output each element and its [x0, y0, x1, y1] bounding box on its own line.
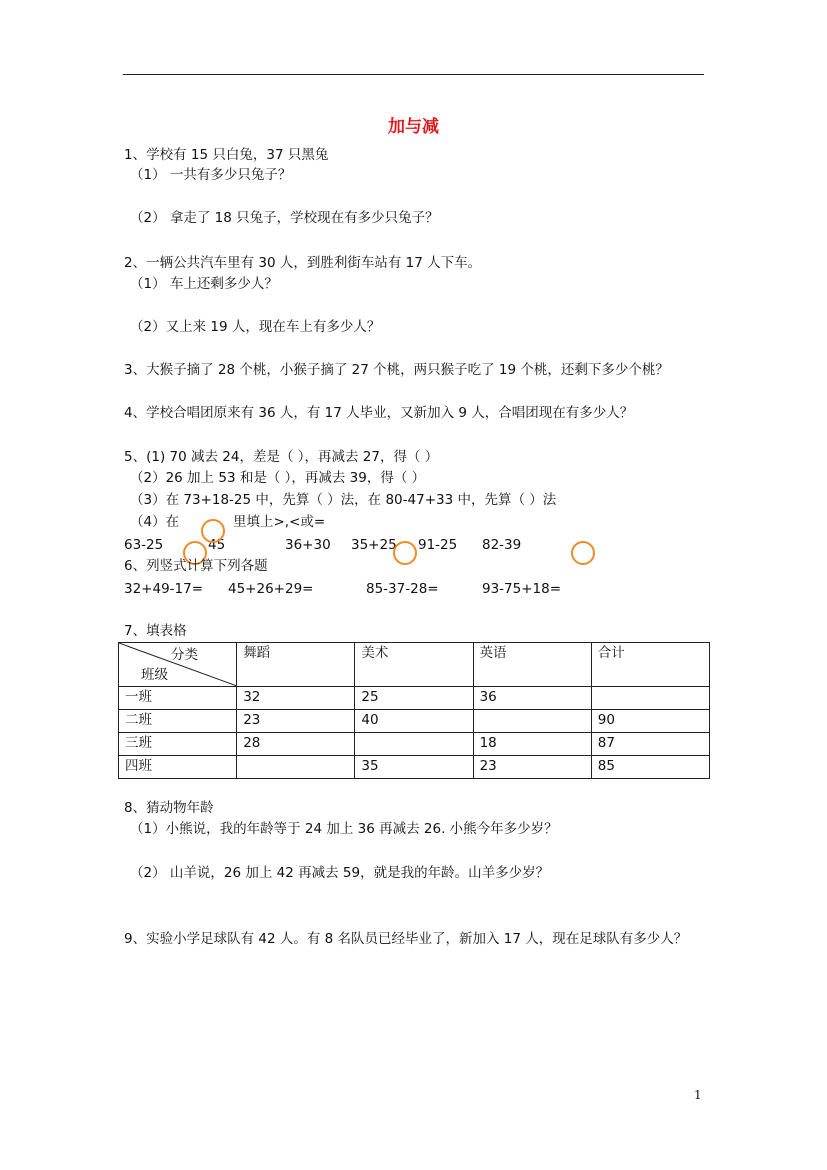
- score-table: [118, 642, 710, 779]
- table-cell: [591, 687, 709, 710]
- corner-bottom-label: 班级: [141, 667, 168, 683]
- q6-expression: 85-37-28=: [366, 581, 439, 597]
- q1-stem: 1、学校有 15 只白兔，37 只黑兔: [124, 147, 329, 163]
- q4-text: 4、学校合唱团原来有 36 人，有 17 人毕业，又新加入 9 人，合唱团现在有多少人？: [124, 405, 634, 421]
- q5-part1: 5、(1) 70 减去 24，差是（ ），再减去 27，得（ ）: [124, 449, 439, 465]
- q6-expression: 32+49-17=: [124, 581, 204, 597]
- comparison-item: 63-25: [124, 537, 164, 553]
- table-cell: 18: [473, 733, 591, 756]
- table-cell: 35: [355, 756, 473, 779]
- row-label: 二班: [119, 710, 237, 733]
- table-corner-cell: [119, 643, 237, 687]
- table-cell: 28: [237, 733, 355, 756]
- comparison-item: 91-25: [418, 537, 458, 553]
- row-label: 一班: [119, 687, 237, 710]
- page-number: 1: [694, 1088, 702, 1102]
- header-rule: [123, 74, 704, 75]
- q5-part3: （3）在 73+18-25 中，先算（ ）法，在 80-47+33 中，先算（ ）法: [130, 492, 557, 508]
- q6-stem: 6、列竖式计算下列各题: [124, 558, 268, 574]
- table-cell: [355, 733, 473, 756]
- row-label: 三班: [119, 733, 237, 756]
- q2-part1: （1） 车上还剩多少人？: [130, 276, 278, 292]
- table-row: [119, 710, 710, 733]
- row-label: 四班: [119, 756, 237, 779]
- q9-text: 9、实验小学足球队有 42 人。有 8 名队员已经毕业了，新加入 17 人，现在足球队有多少人？: [124, 931, 688, 947]
- q1-part2: （2） 拿走了 18 只兔子，学校现在有多少只兔子？: [130, 210, 439, 226]
- table-header: 合计: [591, 643, 709, 687]
- q5-part4-prefix: （4）在: [130, 514, 180, 530]
- table-header: 舞蹈: [237, 643, 355, 687]
- table-cell: 40: [355, 710, 473, 733]
- table-cell: 36: [473, 687, 591, 710]
- q8-part1: （1）小熊说，我的年龄等于 24 加上 36 再减去 26. 小熊今年多少岁？: [130, 821, 558, 837]
- table-row: [119, 756, 710, 779]
- q8-part2: （2） 山羊说，26 加上 42 再减去 59，就是我的年龄。山羊多少岁？: [130, 865, 550, 881]
- q5-part2: （2）26 加上 53 和是（ ），再减去 39，得（ ）: [130, 470, 426, 486]
- q8-stem: 8、猜动物年龄: [124, 800, 214, 816]
- q2-stem: 2、一辆公共汽车里有 30 人，到胜利街车站有 17 人下车。: [124, 255, 482, 271]
- table-cell: 90: [591, 710, 709, 733]
- q3-text: 3、大猴子摘了 28 个桃，小猴子摘了 27 个桃，两只猴子吃了 19 个桃，还剩下多少个桃？: [124, 362, 669, 378]
- table-header: 英语: [473, 643, 591, 687]
- table-row: [119, 687, 710, 710]
- table-cell: 85: [591, 756, 709, 779]
- table-cell: 23: [473, 756, 591, 779]
- table-cell: 25: [355, 687, 473, 710]
- table-header: 美术: [355, 643, 473, 687]
- q1-part1: （1） 一共有多少只兔子？: [130, 167, 292, 183]
- table-cell: 87: [591, 733, 709, 756]
- comparison-item: 36+30: [285, 537, 331, 553]
- table-cell: [237, 756, 355, 779]
- table-cell: 23: [237, 710, 355, 733]
- corner-top-label: 分类: [171, 647, 198, 663]
- q6-expression: 93-75+18=: [482, 581, 562, 597]
- q2-part2: （2）又上来 19 人，现在车上有多少人？: [130, 319, 381, 335]
- q7-stem: 7、填表格: [124, 623, 187, 639]
- table-cell: 32: [237, 687, 355, 710]
- table-cell: [473, 710, 591, 733]
- comparison-item: 82-39: [482, 537, 522, 553]
- answer-circle[interactable]: [201, 519, 225, 543]
- comparison-item: 35+25: [351, 537, 397, 553]
- page-title: 加与减: [388, 117, 439, 137]
- q6-expression: 45+26+29=: [228, 581, 314, 597]
- q5-part4-suffix: 里填上>,<或=: [233, 514, 326, 530]
- answer-circle[interactable]: [393, 541, 417, 565]
- comparison-item: 45: [208, 537, 226, 553]
- answer-circle[interactable]: [571, 541, 595, 565]
- table-row: [119, 733, 710, 756]
